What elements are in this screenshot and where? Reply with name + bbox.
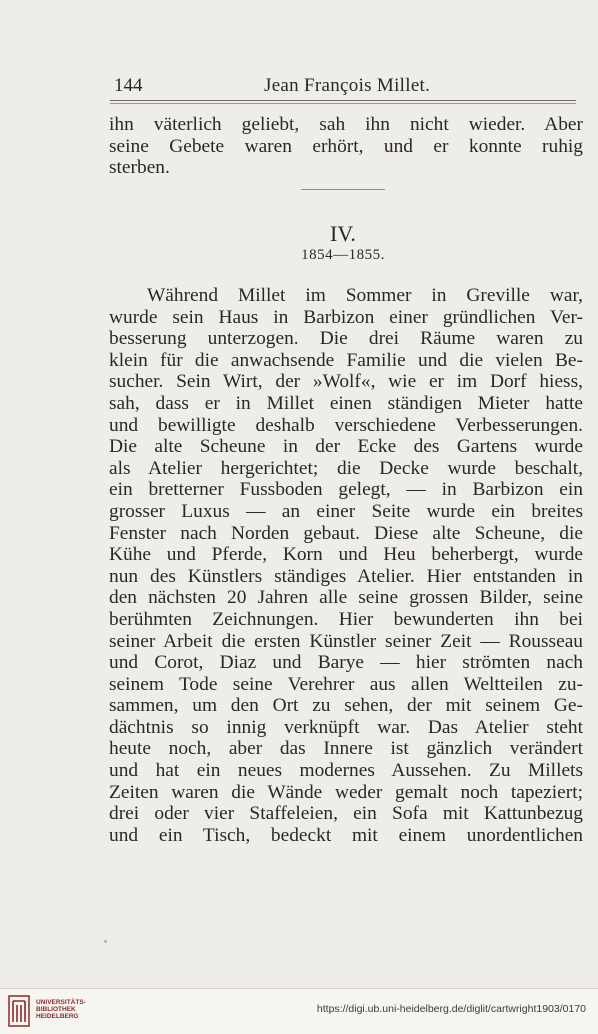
text-line: ein bretterner Fussboden gelegt, — in Barbizon ein	[109, 479, 583, 501]
text-line: berühmten Zeichnungen. Hier bewunderten ihn bei	[109, 608, 583, 630]
running-title: Jean François Millet.	[264, 75, 431, 96]
text-line: grosser Luxus — an einer Seite wurde ein breites	[109, 500, 583, 522]
text-line: seinem Tode seine Verehrer aus allen Weltteilen zu-	[109, 673, 583, 695]
section-separator	[301, 189, 385, 190]
library-name-line: BIBLIOTHEK	[36, 1006, 76, 1014]
header-rule	[110, 100, 576, 101]
chapter-years: 1854—1855.	[301, 247, 385, 263]
text-line: und ein Tisch, bedeckt mit einem unordentlichen	[109, 824, 583, 846]
text-line: Während Millet im Sommer in Greville war,	[147, 285, 583, 306]
text-line: Kühe und Pferde, Korn und Heu beherbergt, wurde	[109, 544, 583, 566]
text-line: besserung unterzogen. Die drei Räume waren zu	[109, 328, 583, 350]
library-logo-icon	[8, 995, 30, 1027]
top-paragraph	[109, 114, 583, 179]
text-line: Die alte Scheune in der Ecke des Gartens wurde	[109, 436, 583, 458]
body-paragraph	[109, 285, 583, 846]
text-line: drei oder vier Staffeleien, ein Sofa mit Kattunbezug	[109, 803, 583, 825]
text-line: sah, dass er in Millet einen ständigen Mieter hatte	[109, 392, 583, 414]
running-header	[110, 74, 576, 98]
text-line: Fenster nach Norden gebaut. Diese alte Scheune, die	[109, 522, 583, 544]
viewer-footer	[0, 988, 598, 1034]
scan-speck	[104, 940, 107, 943]
text-line: heute noch, aber das Innere ist gänzlich verändert	[109, 738, 583, 760]
text-line: und Corot, Diaz und Barye — hier strömten nach	[109, 652, 583, 674]
library-name-line: HEIDELBERG	[36, 1013, 79, 1021]
header-rule-secondary	[110, 103, 576, 104]
text-line: sucher. Sein Wirt, der »Wolf«, wie er im Dorf hiess,	[109, 371, 583, 393]
text-line: und bewilligte deshalb verschiedene Verbesserungen.	[109, 414, 583, 436]
text-line: und hat ein neues modernes Aussehen. Zu Millets	[109, 760, 583, 782]
permalink-url[interactable]: https://digi.ub.uni-heidelberg.de/diglit/cartwright1903/0170	[316, 1003, 586, 1015]
library-name	[36, 999, 86, 1021]
text-line: seiner Arbeit die ersten Künstler seiner Zeit — Rousseau	[109, 630, 583, 652]
text-line: dächtnis so innig verknüpft war. Das Atelier steht	[109, 716, 583, 738]
text-line: Zeiten waren die Wände weder gemalt noch tapeziert;	[109, 781, 583, 803]
text-line: nun des Künstlers ständiges Atelier. Hier entstanden in	[109, 565, 583, 587]
text-line: ihn väterlich geliebt, sah ihn nicht wieder. Aber	[109, 114, 583, 135]
text-line: klein für die anwachsende Familie und die vielen Be-	[109, 349, 583, 371]
text-line: wurde sein Haus in Barbizon einer gründlichen Ver-	[109, 306, 583, 328]
text-line: den nächsten 20 Jahren alle seine grossen Bilder, seine	[109, 587, 583, 609]
text-line: sammen, um den Ort zu sehen, der mit seinem Ge-	[109, 695, 583, 717]
text-line: seine Gebete waren erhört, und er konnte ruhig	[109, 135, 583, 157]
page-number: 144	[114, 75, 143, 96]
text-line: als Atelier hergerichtet; die Decke wurde beschalt,	[109, 457, 583, 479]
library-name-line: UNIVERSITÄTS-	[36, 999, 86, 1006]
text-line: sterben.	[109, 157, 170, 179]
chapter-number: IV.	[330, 221, 356, 246]
